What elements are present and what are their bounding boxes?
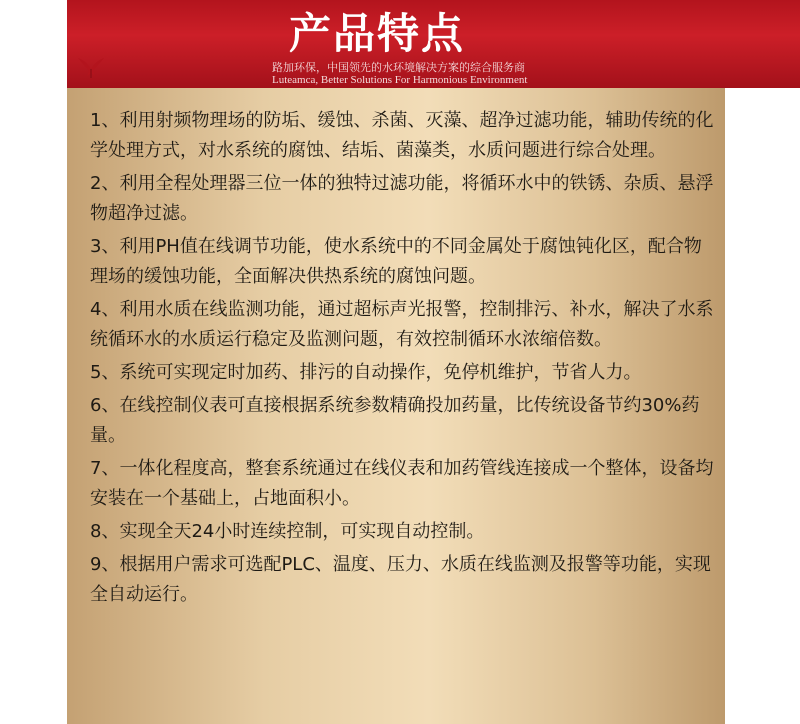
page-title: 产品特点 <box>289 9 466 58</box>
feature-item-3: 3、利用PH值在线调节功能，使水系统中的不同金属处于腐蚀钝化区，配合物理场的缓蚀功能，全面解决供热系统的腐蚀问题。 <box>90 236 702 287</box>
feature-item-2: 2、利用全程处理器三位一体的独特过滤功能，将循环水中的铁锈、杂质、悬浮物超净过滤。 <box>90 173 714 224</box>
feature-item-5: 5、系统可实现定时加药、排污的自动操作，免停机维护，节省人力。 <box>90 362 642 383</box>
feature-item-8: 8、实现全天24小时连续控制，可实现自动控制。 <box>90 521 485 542</box>
header-banner <box>67 0 800 88</box>
slogan-english: Luteamca, Better Solutions For Harmonious Environment <box>272 74 528 86</box>
slogan-chinese: 路加环保，中国领先的水环境解决方案的综合服务商 <box>272 61 525 74</box>
feature-item-6: 6、在线控制仪表可直接根据系统参数精确投加药量，比传统设备节约30%药量。 <box>90 395 700 446</box>
features-panel <box>67 88 725 724</box>
feature-list <box>90 106 715 613</box>
feature-item-7: 7、一体化程度高，整套系统通过在线仪表和加药管线连接成一个整体，设备均安装在一个基础上，占地面积小。 <box>90 458 714 509</box>
bird-logo-icon <box>76 54 106 80</box>
feature-item-9: 9、根据用户需求可选配PLC、温度、压力、水质在线监测及报警等功能，实现全自动运行。 <box>90 554 711 605</box>
feature-item-1: 1、利用射频物理场的防垢、缓蚀、杀菌、灭藻、超净过滤功能，辅助传统的化学处理方式，对水系统的腐蚀、结垢、菌藻类，水质问题进行综合处理。 <box>90 110 714 161</box>
feature-item-4: 4、利用水质在线监测功能，通过超标声光报警，控制排污、补水，解决了水系统循环水的水质运行稳定及监测问题，有效控制循环水浓缩倍数。 <box>90 299 714 350</box>
